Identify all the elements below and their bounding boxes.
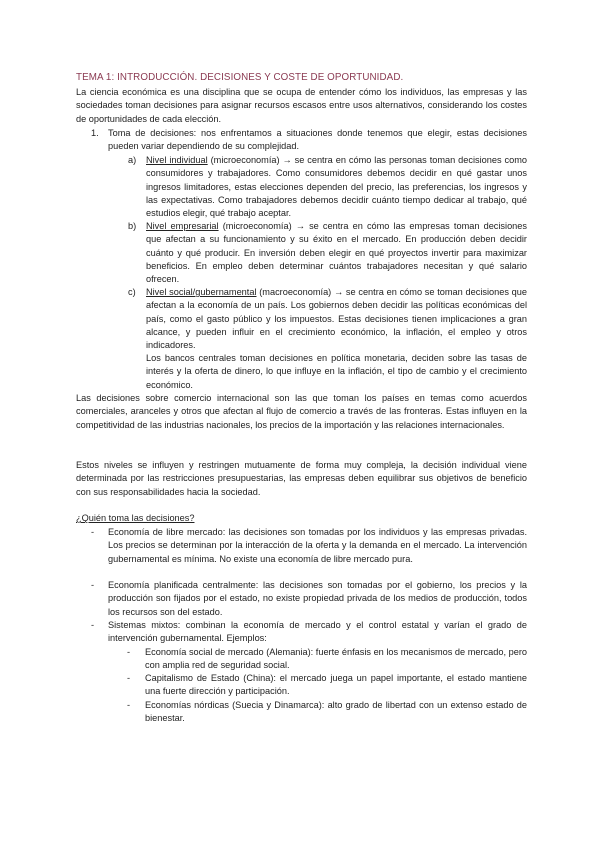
mixed-systems-item: Sistemas mixtos: combinan la economía de mercado y el control estatal y varían el grado de intervención gubernamental. Ejemplos: bbox=[108, 620, 527, 644]
sub-bullet-dash: - bbox=[127, 647, 131, 657]
social-level-item bbox=[146, 286, 527, 352]
decision-making-paragraph: Toma de decisiones: nos enfrentamos a situaciones donde tenemos que elegir, estas decisiones pueden variar dependiendo de su complejidad. bbox=[108, 128, 527, 152]
section-heading-who: ¿Quién toma las decisiones? bbox=[76, 513, 195, 523]
term-social-level: Nivel social/gubernamental bbox=[146, 287, 257, 297]
intro-paragraph: La ciencia económica es una disciplina que se ocupa de entender cómo los individuos, las empresas y las sociedades toman decisiones para asignar recursos escasos entre usos alternativos, considerando los costes de oportunidades de cada elección. bbox=[76, 87, 527, 124]
business-level-text: (microeconomía) → se centra en cómo las empresas toman decisiones que afectan a su funcionamiento y su éxito en el mercado. En producción deben decidir cuánto y qué producir. En inversión deben elegir en qué proyectos invertir para maximizar beneficios. En empleo deben determinar cuántos trabajadores necesitan y qué salario ofrecen. bbox=[146, 221, 527, 285]
list-number: 1. bbox=[91, 128, 99, 138]
individual-level-text: (microeconomía) → se centra en cómo las personas toman decisiones como consumidores y trabajadores. Como consumidores debemos decidir en qué gastar unos ingresos limitadores, estas elecciones dependen del precio, las preferencias, los ingresos y las expectativas. Como trabajadores debemos decidir cuánto tiempo dedicar al trabajo, qué estudios elegir, qué trabajo aceptar. bbox=[146, 155, 527, 219]
page-title: TEMA 1: INTRODUCCIÓN. DECISIONES Y COSTE DE OPORTUNIDAD. bbox=[76, 72, 404, 83]
sub-bullet-dash: - bbox=[127, 673, 131, 683]
bullet-dash: - bbox=[91, 580, 95, 590]
sub-marker-a: a) bbox=[128, 155, 137, 165]
levels-paragraph: Estos niveles se influyen y restringen mutuamente de forma muy compleja, la decisión individual viene determinada por las restricciones presupuestarias, las empresas deben equilibrar sus objetivos de beneficio con sus responsabilidades hacia la sociedad. bbox=[76, 460, 527, 497]
social-level-text: (macroeconomía) → se centra en cómo se toman decisiones que afectan a la economía de un país. Los gobiernos deben decidir las políticas económicas del país, como el gasto público y los impuestos. Estas decisiones tienen implicaciones a gran alcance, y pueden influir en el crecimiento económico, la inflación, el empleo y otros indicadores. bbox=[146, 287, 527, 351]
planned-economy-item: Economía planificada centralmente: las decisiones son tomadas por el gobierno, los precios y la producción son fijados por el estado, no existe propiedad privada de los medios de producción, todos los recursos son del estado. bbox=[108, 580, 527, 617]
business-level-item bbox=[146, 220, 527, 286]
germany-example: Economía social de mercado (Alemania): fuerte énfasis en los mecanismos de mercado, pero con amplia red de seguridad social. bbox=[145, 647, 527, 671]
bullet-dash: - bbox=[91, 527, 95, 537]
china-example: Capitalismo de Estado (China): el mercado juega un papel importante, el estado mantiene una fuerte dirección y participación. bbox=[145, 673, 527, 697]
nordic-example: Economías nórdicas (Suecia y Dinamarca): alto grado de libertad con un extenso estado de bienestar. bbox=[145, 700, 527, 724]
bullet-dash: - bbox=[91, 620, 95, 630]
sub-bullet-dash: - bbox=[127, 700, 131, 710]
individual-level-item bbox=[146, 154, 527, 220]
term-business-level: Nivel empresarial bbox=[146, 221, 219, 231]
sub-marker-c: c) bbox=[128, 287, 136, 297]
free-market-item: Economía de libre mercado: las decisiones son tomadas por los individuos y las empresas privadas. Los precios se determinan por la interacción de la oferta y la demanda en el mercado. La intervención gubernamental es mínima. No existe una economía de libre mercado pura. bbox=[108, 527, 527, 564]
sub-marker-b: b) bbox=[128, 221, 137, 231]
term-individual-level: Nivel individual bbox=[146, 155, 208, 165]
trade-paragraph: Las decisiones sobre comercio internacional son las que toman los países en temas como acuerdos comerciales, aranceles y otros que afectan al flujo de comercio a través de las fronteras. Estas influyen en la competitividad de las industrias nacionales, los precios de la importación y las relaciones internacionales. bbox=[76, 393, 527, 430]
central-banks-paragraph: Los bancos centrales toman decisiones en política monetaria, deciden sobre las tasas de interés y la oferta de dinero, lo que influye en la inflación, el tipo de cambio y el crecimiento económico. bbox=[146, 353, 527, 390]
